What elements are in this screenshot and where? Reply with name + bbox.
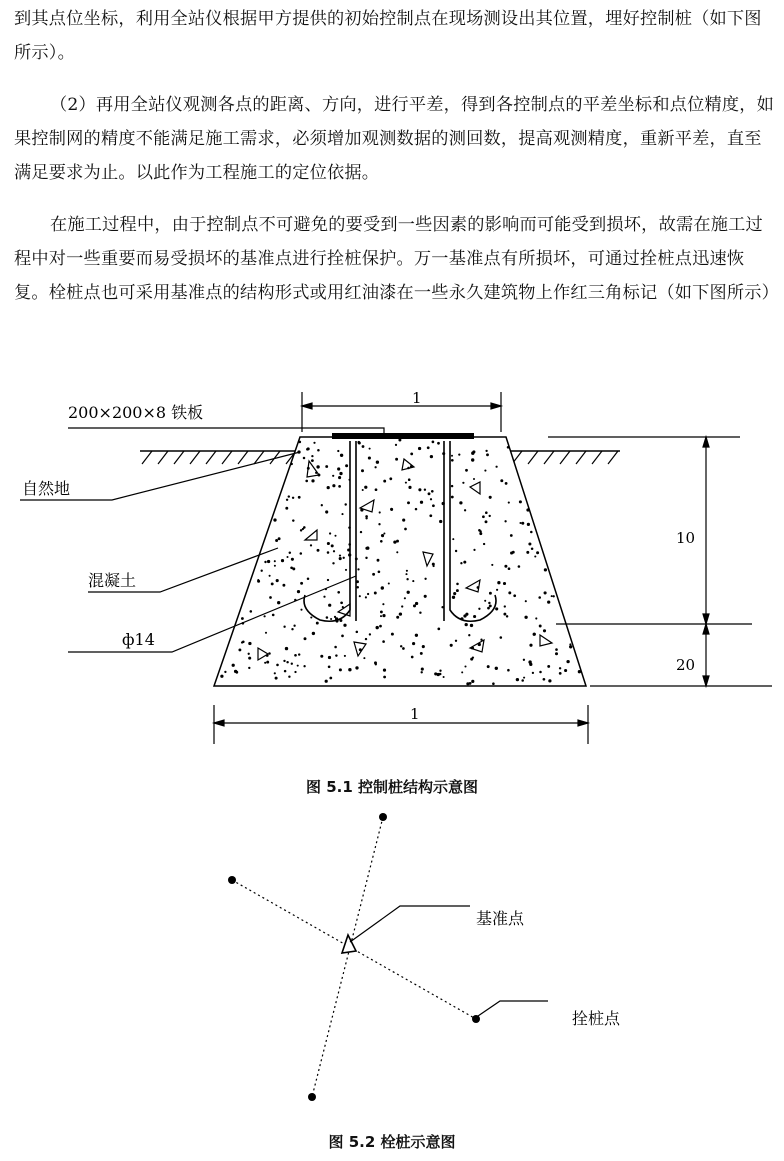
bottom-width-label: 1 bbox=[410, 705, 420, 723]
tie-point-left bbox=[228, 876, 236, 884]
depth-lower-label: 20 bbox=[676, 656, 696, 674]
figure-2-caption: 图 5.2 栓桩示意图 bbox=[328, 1133, 456, 1151]
ground-label: 自然地 bbox=[22, 479, 71, 498]
paragraph-2: （2）再用全站仪观测各点的距离、方向，进行平差，得到各控制点的平差坐标和点位精度，如果控制网的精度不能满足施工需求，必须增加观测数据的测回数，提高观测精度，重新平差，直至满足要求为止。以此作为工程施工的定位依据。 bbox=[14, 95, 775, 183]
plate-label: 200×200×8 铁板 bbox=[68, 403, 204, 422]
top-width-dimension bbox=[302, 392, 501, 432]
tie-point-right bbox=[472, 1015, 480, 1023]
depth-upper-label: 10 bbox=[676, 529, 696, 547]
bottom-width-dimension bbox=[214, 705, 588, 744]
tie-point-label: 拴桩点 bbox=[572, 1009, 621, 1028]
concrete-label: 混凝土 bbox=[88, 571, 137, 590]
control-pile-diagram bbox=[0, 388, 784, 723]
benchmark-triangle-icon bbox=[342, 935, 356, 953]
tie-point-top bbox=[379, 813, 387, 821]
rebar-label: ф14 bbox=[122, 630, 155, 649]
paragraph-1: 到其点位坐标，利用全站仪根据甲方提供的初始控制点在现场测设出其位置，埋好控制桩（如下图所示）。 bbox=[14, 9, 762, 63]
depth-dimension bbox=[548, 437, 772, 686]
figure-1-caption: 图 5.1 控制桩结构示意图 bbox=[305, 778, 479, 796]
tie-point-leader bbox=[478, 1001, 548, 1016]
top-width-label: 1 bbox=[412, 389, 422, 407]
iron-plate bbox=[332, 433, 474, 439]
tie-pile-diagram bbox=[0, 806, 784, 1106]
benchmark-label: 基准点 bbox=[476, 909, 525, 928]
tie-point-bottom bbox=[308, 1093, 316, 1101]
sight-lines bbox=[232, 817, 476, 1097]
benchmark-leader bbox=[350, 906, 470, 942]
paragraph-3: 在施工过程中，由于控制点不可避免的要受到一些因素的影响而可能受到损坏，故需在施工过程中对一些重要而易受损坏的基准点进行拴桩保护。万一基准点有所损坏，可通过拴桩点迅速恢复。栓桩点也可采用基准点的结构形式或用红油漆在一些永久建筑物上作红三角标记（如下图所示） bbox=[14, 215, 780, 303]
